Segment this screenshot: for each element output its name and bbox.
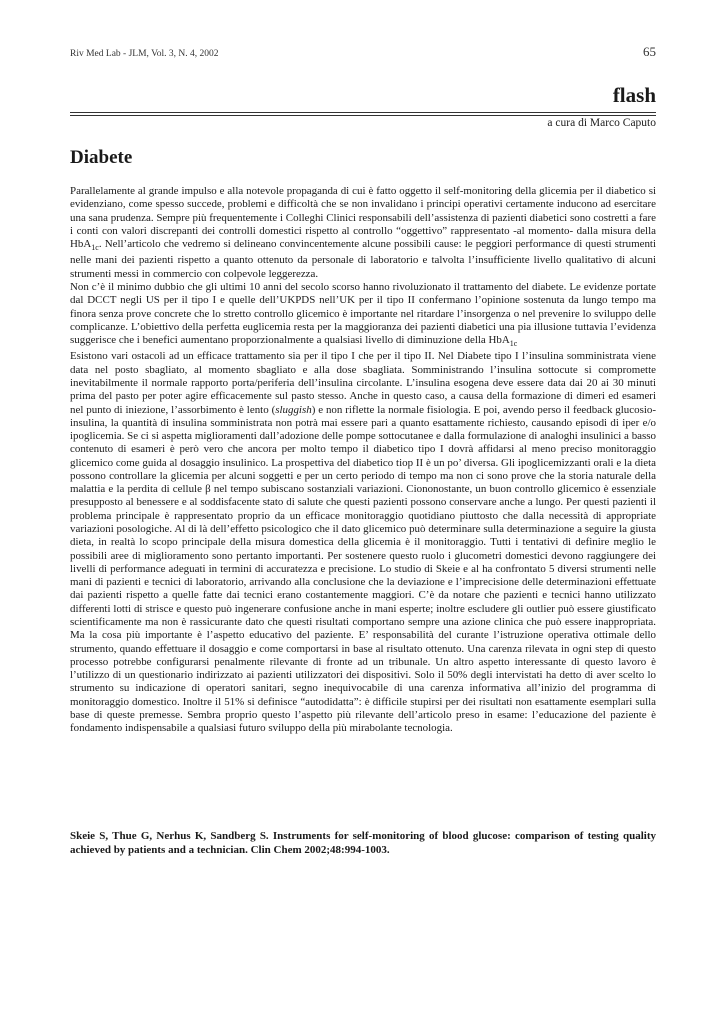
paragraph-3: Esistono vari ostacoli ad un efficace trattamento sia per il tipo I che per il tipo II. Nel Diabete tipo I l’insulina somministrata viene data nel posto sbagliato, al momento sbagliato e alla dose sbagliata. Somministrando l’insulina sottocute si compromette inevitabilmente il normale rapporto porta/periferia dell’insulina circolante. L’insulina esogena deve essere data dai 20 ai 30 minuti prima del pasto per poter agire efficacemente sul pasto stesso. Anche in questo caso, a causa della formazione di dimeri ed esameri nel punto di iniezione, l’assorbimento è lento (sluggish) e non riflette la normale fisiologia. E poi, avendo perso il feedback glucosio-insulina, la quantità di insulina somministrata non potrà mai essere pari a quanto esattamente richiesto, causando episodi di iper e/o ipoglicemia. Se ci si aspetta miglioramenti dall’adozione delle pompe sottocutanee e dalla formulazione di analoghi insulinici a basso contenuto di esameri è però vero che ancora per molto tempo il diabetico tipo I dovrà affidarsi al meno preciso monitoraggio glicemico come guida al dosaggio insulinico. La prospettiva del diabetico tiop II è un po’ diversa. Gli ipoglicemizzanti orali e la dieta possono controllare la glicemia per alcuni soggetti e per un certo periodo di tempo ma non ci sono prove che la storia naturale della malattia e la perdita di cellule β nel tempo subiscano sostanziali variazioni. Ciononostante, un buon controllo glicemico è essenziale presupposto al benessere e al soddisfacente stato di salute che questi pazienti possono conservare anche a lungo. Per questi pazienti il problema principale è rappresentato proprio da un efficace monitoraggio quotidiano piuttosto che dalla necessità di appropriate variazioni posologiche. Al di là dell’effetto psicologico che il dato glicemico può determinare sulla determinazione a seguire la giusta dieta, in realtà lo scopo principale della misura domestica della glicemia è il monitoraggio. Tutti i tentativi di definire meglio le possibili aree di miglioramento sono pertanto importanti. Per sostenere questo ruolo i glucometri domestici devono raggiungere dei livelli di performance adeguati in termini di accuratezza e precisione. Lo studio di Skeie e al ha confrontato 5 diversi strumenti nelle mani di pazienti e tecnici di laboratorio, arrivando alla conclusione che la deviazione e l’imprecisione delle determinazioni effettuate dai pazienti rispetto a quelle fatte dai tecnici erano costantemente maggiori. C’è da notare che pazienti e tecnici hanno utilizzato differenti lotti di strisce e questo può ingenerare confusione anche in mani esperte; inoltre escludere gli outlier può essere giustificato scientificamente ma non è rassicurante dato che questi risultati comportano sempre una azione clinica che può essere inappropriata. Ma la cosa più importante è l’aspetto educativo del paziente. E’ responsabilità del curante l’istruzione operativa ottimale dello strumento, quando effettuare il dosaggio e come comportarsi in base al risultato ottenuto. Una carenza rilevata in ogni step di questo processo potrebbe configurarsi penalmente rilevante di fronte ad un tribunale. Un altro aspetto interessante di questo lavoro è l’utilizzo di un questionario indirizzato ai pazienti utilizzatori dei dispositivi. Solo il 50% degli intervistati ha detto di aver scelto lo strumento su indicazione di operatori sanitari, segno inequivocabile di una carenza informativa all’inizio del programma di monitoraggio domestico. Inoltre il 51% si definisce “autodidatta”: è difficile stupirsi per dei risultati non esattamente esemplari sulla base di queste premesse. Sembra proprio questo l’aspetto più rilevante dell’articolo preso in esame: l’educazione del paziente è fondamento indispensabile a qualsiasi futuro sviluppo della più mirabolante tecnologia.: [70, 350, 657, 735]
paragraph-1: Parallelamente al grande impulso e alla notevole propaganda di cui è fatto oggetto il self-monitoring della glicemia per il diabetico si evidenziano, come spesso succede, problemi e difficoltà che se non invalidano i principi operativi certamente inducono ad esercitare una sana prudenza. Sempre più frequentemente i Colleghi Clinici responsabili dell’assistenza di pazienti diabetici sono costretti a fare i conti con valori discrepanti dei controlli domestici rispetto al controllo “oggettivo” rappresentato -al momento- dalla misura della HbA$_{1c}$. Nell’articolo che vedremo si delineano convincentemente alcune possibili cause: le peggiori performance di questi strumenti nelle mani dei pazienti rispetto a quanto ottenuto da personale di laboratorio e talvolta l’insufficiente livello qualitativo di alcuni strumenti messi in commercio con colpevole leggerezza.: [70, 185, 656, 280]
section-rule: [70, 112, 656, 116]
page: [70, 44, 657, 856]
paragraph-2: Non c’è il minimo dubbio che gli ultimi 10 anni del secolo scorso hanno rivoluzionato il trattamento del diabete. Le evidenze portate dal DCCT negli US per il tipo I e quelle dell’UKPDS nell’UK per il tipo II confermano l’opinione sostenuta da lungo tempo ma finora senza prove concrete che lo stretto controllo glicemico è importante nel ritardare l’insorgenza o nel prevenire lo sviluppo delle complicanze. L’obiettivo della perfetta euglicemia resta per la maggioranza dei pazienti diabetici una pia illusione tuttavia l’evidenza suggerisce che i benefici aumentano proporzionalmente a qualsiasi livello di diminuzione della HbA$_{1c}$: [70, 280, 656, 349]
article-body: [70, 185, 656, 736]
section-editor: a cura di Marco Caputo: [547, 117, 656, 129]
section-title: flash: [612, 83, 656, 107]
article-title: Diabete: [70, 147, 133, 168]
reference-citation: Skeie S, Thue G, Nerhus K, Sandberg S. Instruments for self-monitoring of blood glucose: comparison of testing quality achieved by patients and a technician. Clin Chem 2002;48:994-1003.: [70, 830, 656, 856]
running-head: [70, 44, 656, 60]
journal-citation: Riv Med Lab - JLM, Vol. 3, N. 4, 2002: [70, 49, 219, 59]
page-number: 65: [643, 44, 656, 59]
